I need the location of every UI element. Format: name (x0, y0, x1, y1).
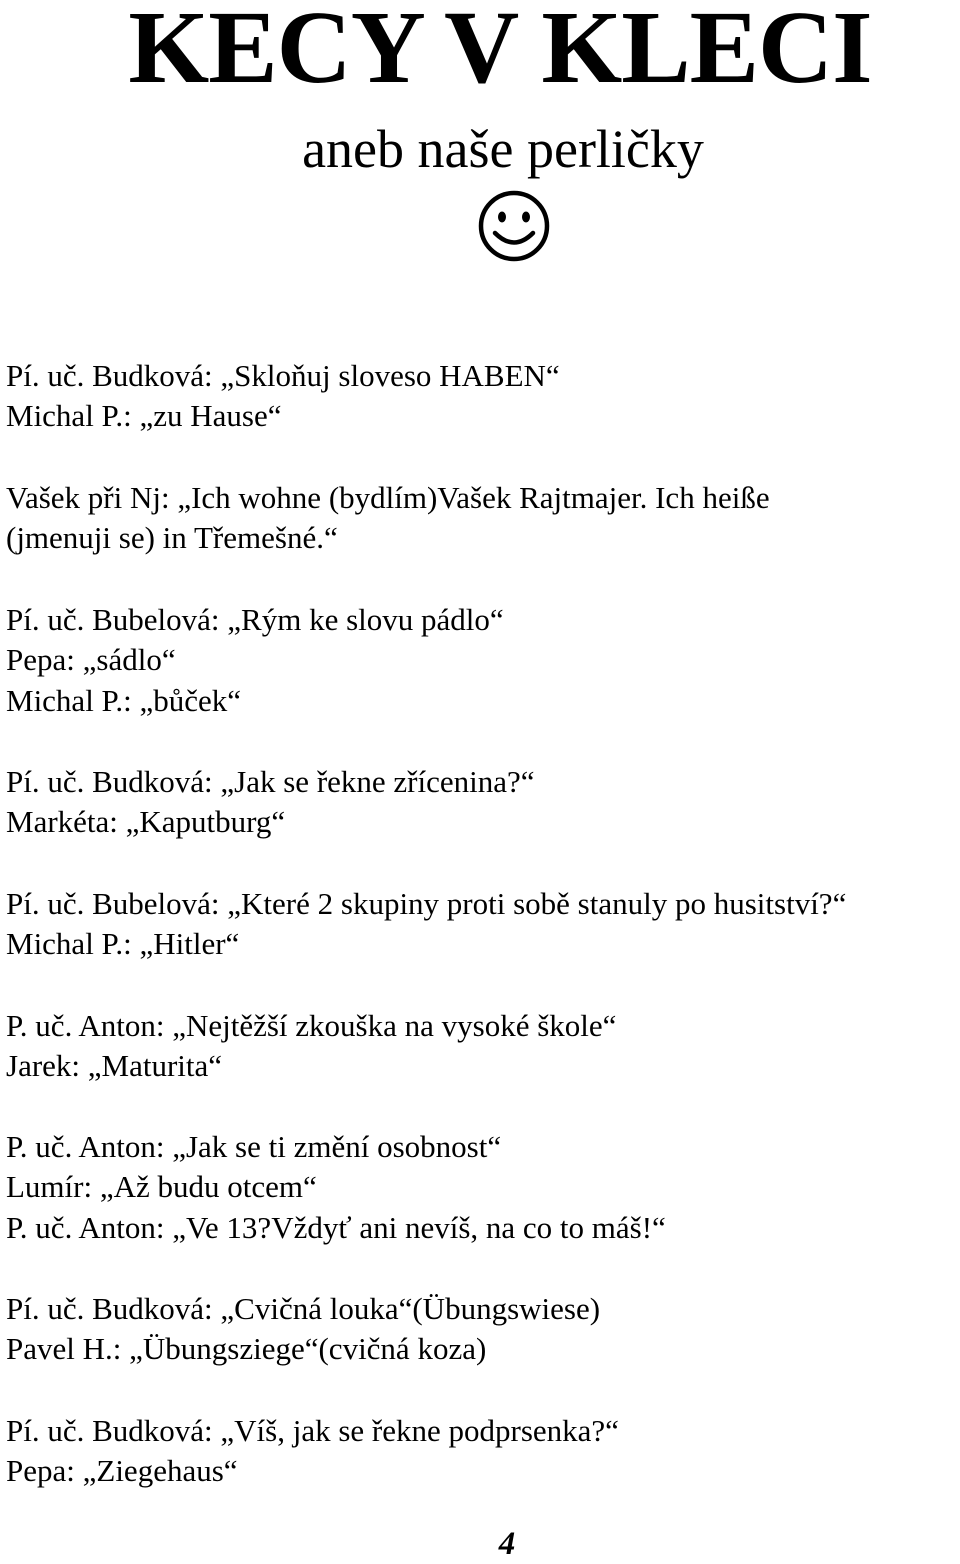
text-line: Michal P.: „Hitler“ (6, 926, 240, 961)
page-number: 4 (498, 1526, 516, 1562)
text-line: Pí. uč. Bubelová: „Které 2 skupiny proti sobě stanuly po husitství?“ (6, 886, 847, 921)
text-line: P. uč. Anton: „Jak se ti změní osobnost“ (6, 1129, 502, 1164)
text-line: Lumír: „Až budu otcem“ (6, 1169, 317, 1204)
smiling-face-icon (476, 188, 552, 264)
text-line: Markéta: „Kaputburg“ (6, 804, 286, 839)
text-line: Pí. uč. Budková: „Víš, jak se řekne podprsenka?“ (6, 1413, 619, 1448)
text-line: P. uč. Anton: „Nejtěžší zkouška na vysoké škole“ (6, 1008, 617, 1043)
text-line: (jmenuji se) in Třemešné.“ (6, 520, 338, 555)
text-line: Pepa: „Ziegehaus“ (6, 1453, 238, 1488)
text-line: Jarek: „Maturita“ (6, 1048, 223, 1083)
text-line: Pepa: „sádlo“ (6, 642, 176, 677)
text-line: Pí. uč. Budková: „Skloňuj sloveso HABEN“ (6, 358, 560, 393)
text-line: Michal P.: „bůček“ (6, 683, 242, 718)
text-line: P. uč. Anton: „Ve 13?Vždyť ani nevíš, na co to máš!“ (6, 1210, 666, 1245)
page-subtitle: aneb naše perličky (302, 119, 704, 179)
text-line: Vašek při Nj: „Ich wohne (bydlím)Vašek Rajtmajer. Ich heiße (6, 480, 770, 515)
text-line: Michal P.: „zu Hause“ (6, 398, 282, 433)
text-line: Pí. uč. Budková: „Jak se řekne zřícenina?“ (6, 764, 535, 799)
text-line: Pí. uč. Bubelová: „Rým ke slovu pádlo“ (6, 602, 504, 637)
page-title: KECY V KLECI (128, 0, 872, 105)
text-line: Pavel H.: „Übungsziege“(cvičná koza) (6, 1331, 487, 1366)
text-line: Pí. uč. Budková: „Cvičná louka“(Übungswiese) (6, 1291, 601, 1326)
